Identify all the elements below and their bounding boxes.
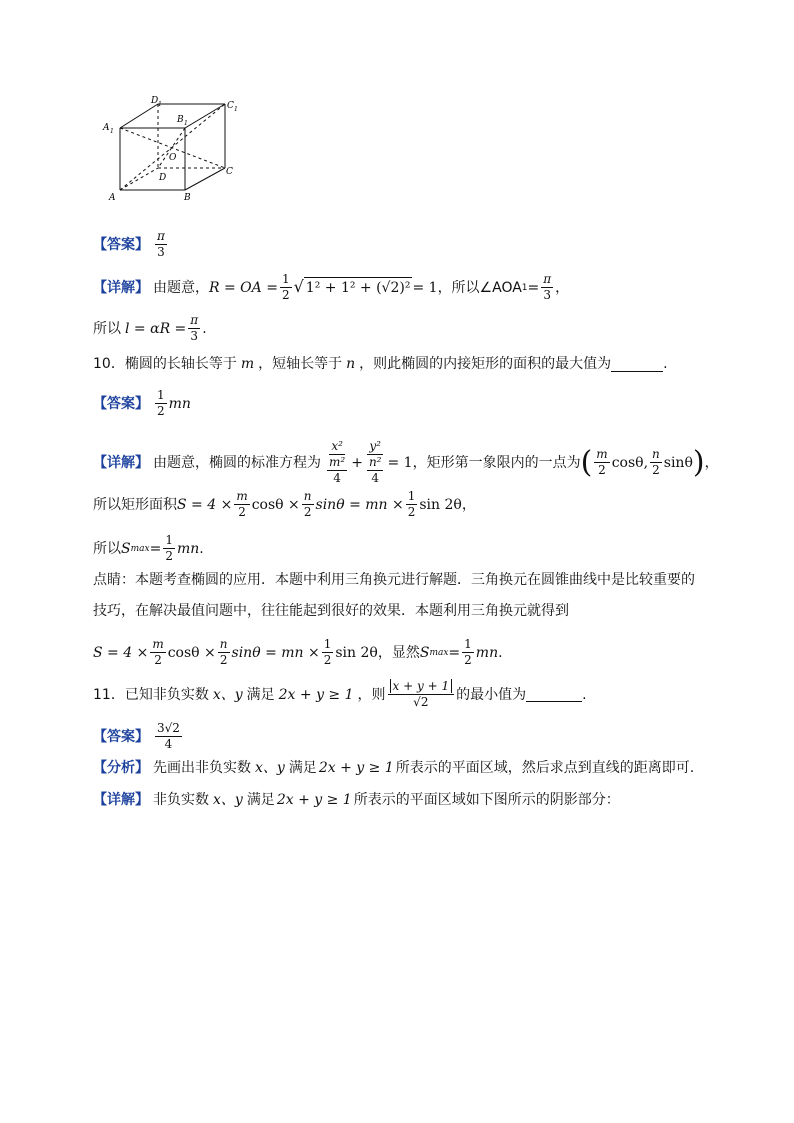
svg-text:1: 1 xyxy=(158,101,162,108)
label-D1: D xyxy=(151,96,159,106)
label-B: B xyxy=(184,193,191,203)
q10-detail-3: 所以 S max = $\frac{1}{2}$ mn . xyxy=(93,533,204,563)
q11-analysis: 【分析】 先画出非负实数 x、y 满足 2x + y ≥ 1 所表示的平面区域，然后求点到直线的距离即可. xyxy=(93,760,695,776)
answer-blank[interactable] xyxy=(526,687,582,702)
q10-remark-1: 点睛：本题考查椭圆的应用．本题中利用三角换元进行解题．三角换元在圆锥曲线中是比较重要的 xyxy=(93,572,695,588)
label-C: C xyxy=(226,167,233,177)
q9-answer: 【答案】 $\frac{\pi}{3}$ xyxy=(93,229,165,259)
svg-text:1: 1 xyxy=(234,106,238,113)
q11-stem: 11．已知非负实数 x、y 满足 2x + y ≥ 1 ，则 $\frac{x + y + 1}{√2}$ 的最小值为 . xyxy=(93,679,587,709)
label-C1: C xyxy=(227,101,234,111)
label-A: A xyxy=(109,193,116,203)
label-B1: B xyxy=(177,115,184,125)
q10-detail-1: 【详解】 由题意，椭圆的标准方程为 $\frac{\text{x²}}{\frac{\text{m²}}{4}}$ + $\frac{\text{y²}}{\frac{\text{n²}}{4}}$ = 1 ，矩形第一象限内的一点为 ( $\frac{m}{2}$ cosθ, $\frac{n}{2}$ sinθ ) ， xyxy=(93,439,719,485)
svg-text:1: 1 xyxy=(110,128,114,135)
label-A1: A xyxy=(103,123,110,133)
label-O: O xyxy=(169,153,177,163)
q10-remark-2: 技巧，在解决最值问题中，往往能起到很好的效果．本题利用三角换元就得到 xyxy=(93,603,569,619)
q11-detail: 【详解】 非负实数 x、y 满足 2x + y ≥ 1 所表示的平面区域如下图所示的阴影部分： xyxy=(93,792,620,808)
q10-stem: 10．椭圆的长轴长等于 m ，短轴长等于 n ，则此椭圆的内接矩形的面积的最大值为 . xyxy=(93,356,668,372)
q9-conclusion: 所以 l = αR = $\frac{\pi}{3}$ . xyxy=(93,313,207,343)
q10-answer: 【答案】 $\frac{1}{2}$ mn xyxy=(93,388,191,418)
label-D: D xyxy=(159,173,167,183)
q10-detail-2: 所以矩形面积 S = 4 × $\frac{m}{2}$ cosθ × $\frac{n}{2}$ sinθ = mn × $\frac{1}{2}$ sin 2θ ， xyxy=(93,489,476,519)
svg-text:1: 1 xyxy=(184,120,188,127)
q9-detail: 【详解】 由题意， R = OA = $\frac{1}{2}$ √ 1² + 1² + (√2)² = 1 ，所以∠AOA 1 = $\frac{\pi}{3}$ ， xyxy=(93,272,570,302)
answer-blank[interactable] xyxy=(611,357,663,372)
sqrt-expression: √ 1² + 1² + (√2)² xyxy=(293,277,411,296)
cube-figure xyxy=(98,92,248,204)
q10-remark-3: S = 4 × $\frac{m}{2}$ cosθ × $\frac{n}{2}$ sinθ = mn × $\frac{1}{2}$ sin 2θ ，显然 S max = $\frac{1}{2}$ mn . xyxy=(93,637,503,667)
q11-answer: 【答案】 $\frac{3√2}{4}$ xyxy=(93,721,180,751)
